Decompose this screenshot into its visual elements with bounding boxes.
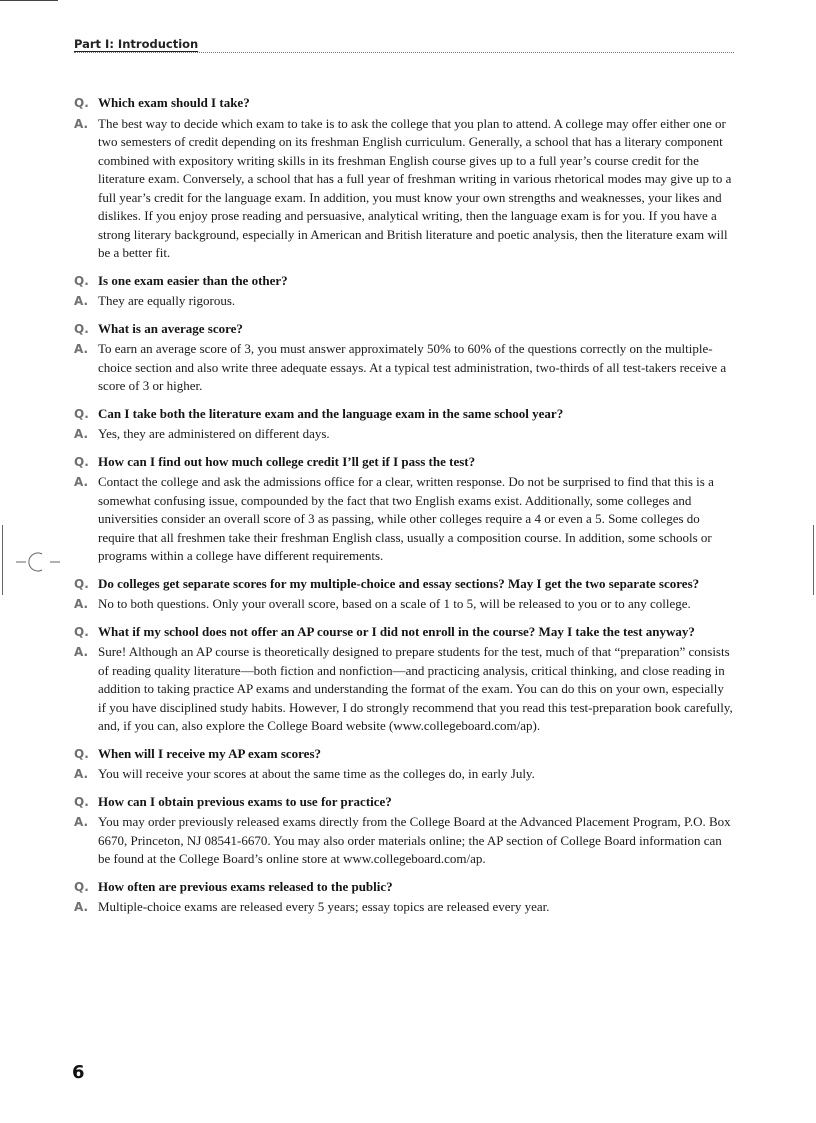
question-text: How can I obtain previous exams to use for practice? bbox=[98, 793, 392, 809]
question-marker: Q. bbox=[74, 794, 89, 809]
question-row bbox=[74, 878, 734, 897]
answer-marker: A. bbox=[74, 597, 89, 611]
answer-text: You will receive your scores at about the same time as the colleges do, in early July. bbox=[98, 766, 535, 781]
question-marker: Q. bbox=[74, 273, 89, 288]
answer-row bbox=[74, 471, 734, 566]
answer-row bbox=[74, 290, 734, 311]
faq-item bbox=[74, 793, 734, 869]
answer-row bbox=[74, 593, 734, 614]
question-text: How often are previous exams released to the public? bbox=[98, 878, 393, 894]
right-crop-mark bbox=[813, 525, 814, 595]
question-row bbox=[74, 745, 734, 764]
question-row bbox=[74, 320, 734, 339]
answer-marker: A. bbox=[74, 116, 89, 131]
question-marker: Q. bbox=[74, 879, 89, 894]
answer-text: Sure! Although an AP course is theoretically designed to prepare students for the test, much of that “preparation” consists of reading quality literature—both fiction and nonfiction—and practicing analysis, critical thinking, and close reading in addition to taking practice AP exams and understanding the format of the exam. You can do this on your own, especially if you have disciplined study habits. However, I do strongly recommend that you read this test-preparation book carefully, and, if you can, also explore the College Board website (www.collegeboard.com/ap). bbox=[98, 644, 733, 733]
faq-item bbox=[74, 745, 734, 784]
running-header-title: Part I: Introduction bbox=[74, 37, 199, 51]
left-crop-mark bbox=[2, 525, 3, 595]
answer-row bbox=[74, 763, 734, 784]
question-text: Do colleges get separate scores for my multiple-choice and essay sections? May I get the two separate scores? bbox=[98, 575, 700, 591]
faq-item bbox=[74, 575, 734, 614]
faq-item bbox=[74, 94, 734, 263]
question-text: Which exam should I take? bbox=[98, 95, 250, 110]
question-text: When will I receive my AP exam scores? bbox=[98, 745, 322, 761]
question-marker: Q. bbox=[74, 576, 89, 591]
question-row bbox=[74, 272, 734, 291]
faq-item bbox=[74, 623, 734, 736]
answer-marker: A. bbox=[74, 342, 89, 356]
answer-text: They are equally rigorous. bbox=[98, 293, 236, 308]
answer-marker: A. bbox=[74, 475, 89, 489]
faq-item bbox=[74, 453, 734, 566]
question-text: What if my school does not offer an AP course or I did not enroll in the course? May I take the test anyway? bbox=[98, 623, 695, 639]
question-marker: Q. bbox=[74, 454, 89, 469]
answer-row bbox=[74, 641, 734, 736]
question-marker: Q. bbox=[74, 406, 89, 421]
answer-text: No to both questions. Only your overall score, based on a scale of 1 to 5, will be released to you or to any college. bbox=[98, 596, 691, 611]
question-text: Can I take both the literature exam and the language exam in the same school year? bbox=[98, 405, 564, 421]
answer-text: To earn an average score of 3, you must answer approximately 50% to 60% of the questions correctly on the multiple-choice section and also write three adequate essays. At a typical test administration, two-thirds of all test-takers receive a score of 3 or higher. bbox=[98, 341, 727, 393]
faq-item bbox=[74, 272, 734, 311]
answer-row bbox=[74, 338, 734, 396]
answer-row bbox=[74, 423, 734, 444]
question-row bbox=[74, 623, 734, 642]
answer-row bbox=[74, 811, 734, 869]
corner-crop-line bbox=[0, 0, 58, 1]
question-row bbox=[74, 94, 734, 113]
answer-text: Multiple-choice exams are released every 5 years; essay topics are released every year. bbox=[98, 899, 550, 914]
question-text: Is one exam easier than the other? bbox=[98, 272, 288, 288]
answer-text: You may order previously released exams directly from the College Board at the Advanced Placement Program, P.O. Box 6670, Princeton, NJ 08541-6670. You may also order materials online; the AP section of College Board information can be found at the College Board’s online store at www.collegeboard.com/ap. bbox=[98, 814, 731, 866]
question-text: What is an average score? bbox=[98, 320, 243, 336]
faq-item bbox=[74, 405, 734, 444]
page-number: 6 bbox=[72, 1062, 85, 1083]
faq-item bbox=[74, 878, 734, 917]
answer-marker: A. bbox=[74, 815, 89, 829]
answer-row bbox=[74, 113, 734, 263]
answer-text: Yes, they are administered on different days. bbox=[98, 426, 330, 441]
answer-row bbox=[74, 896, 734, 917]
question-marker: Q. bbox=[74, 96, 89, 110]
question-marker: Q. bbox=[74, 624, 89, 639]
question-row bbox=[74, 575, 734, 594]
question-text: How can I find out how much college credit I’ll get if I pass the test? bbox=[98, 453, 476, 469]
answer-marker: A. bbox=[74, 900, 89, 914]
question-row bbox=[74, 405, 734, 424]
running-header bbox=[74, 36, 734, 53]
answer-text: Contact the college and ask the admissions office for a clear, written response. Do not be surprised to find that this is a somewhat confusing issue, compounded by the fact that two English exams exist. Additionally, some colleges and universities consider an overall score of 3 as passing, while other colleges require a 4 or even a 5. Some colleges do require that all freshmen take their freshman English class, usually a composition course. In addition, some schools or programs within a college have different requirements. bbox=[98, 474, 714, 563]
answer-text: The best way to decide which exam to take is to ask the college that you plan to attend. A college may offer either one or two semesters of credit depending on its freshman English curriculum. Generally, a school that has a literary component combined with expository writing skills in its freshman English course gives up to a full year’s course credit for the literature exam. Conversely, a school that has a full year of freshman writing in various rhetorical modes may give up to a full year’s credit for the language exam. In addition, you must know your own strengths and weaknesses, your likes and dislikes. If you enjoy prose reading and persuasive, analytical writing, then the language exam is for you. If you have a strong literary background, especially in American and British literature and poetic analysis, then the literature exam will be a better fit. bbox=[98, 115, 732, 260]
question-marker: Q. bbox=[74, 746, 89, 761]
answer-marker: A. bbox=[74, 294, 89, 308]
registration-mark-icon bbox=[16, 551, 62, 573]
question-marker: Q. bbox=[74, 321, 89, 336]
question-row bbox=[74, 793, 734, 812]
answer-marker: A. bbox=[74, 645, 89, 659]
answer-marker: A. bbox=[74, 767, 89, 781]
faq-item bbox=[74, 320, 734, 396]
answer-marker: A. bbox=[74, 427, 89, 441]
faq-list bbox=[74, 94, 734, 926]
question-row bbox=[74, 453, 734, 472]
